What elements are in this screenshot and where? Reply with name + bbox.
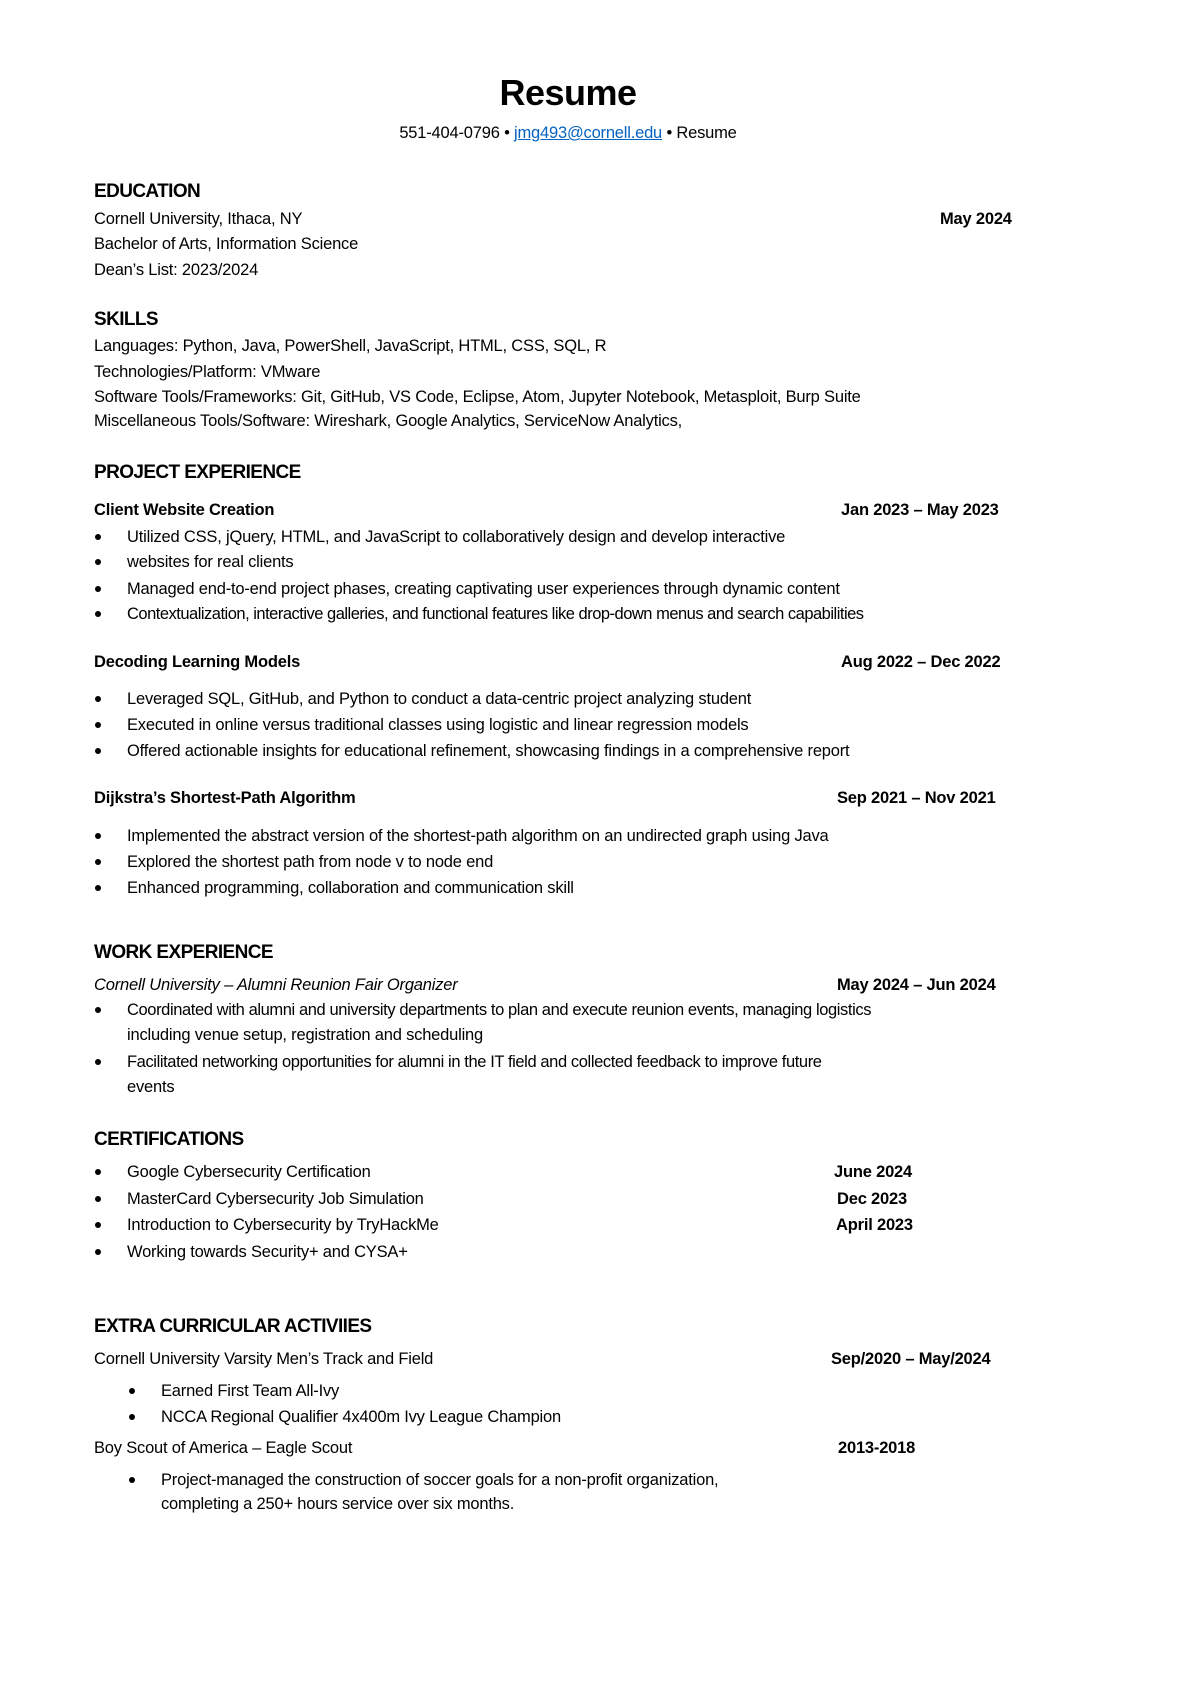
bullet-text: Coordinated with alumni and university departments to plan and execute reunion events, managing logistics <box>127 1001 872 1019</box>
bullet-text: Managed end-to-end project phases, creating captivating user experiences through dynamic content <box>127 580 840 598</box>
education-date: May 2024 <box>940 210 1012 228</box>
bullet-text: Enhanced programming, collaboration and communication skill <box>127 879 574 897</box>
bullet-icon <box>95 696 101 702</box>
education-heading: EDUCATION <box>94 181 201 202</box>
bullet-icon <box>129 1388 135 1394</box>
skills-line: Languages: Python, Java, PowerShell, JavaScript, HTML, CSS, SQL, R <box>94 337 607 355</box>
bullet-icon <box>95 1059 101 1065</box>
bullet-text: Executed in online versus traditional classes using logistic and linear regression models <box>127 716 749 734</box>
skills-line: Technologies/Platform: VMware <box>94 363 321 381</box>
honors: Dean’s List: 2023/2024 <box>94 261 259 279</box>
work-date: May 2024 – Jun 2024 <box>837 976 996 994</box>
cert-date: Dec 2023 <box>837 1190 907 1208</box>
project-date: Sep 2021 – Nov 2021 <box>837 789 996 807</box>
bullet-text: Explored the shortest path from node v to node end <box>127 853 494 871</box>
bullet-text: Earned First Team All-Ivy <box>161 1382 340 1400</box>
bullet-icon <box>129 1477 135 1483</box>
bullet-text-cont: completing a 250+ hours service over six months. <box>161 1495 515 1513</box>
project-date: Aug 2022 – Dec 2022 <box>841 653 1001 671</box>
cert-date: June 2024 <box>834 1163 913 1181</box>
bullet-icon <box>95 1169 101 1175</box>
page-title: Resume <box>499 72 637 113</box>
bullet-icon <box>95 586 101 592</box>
project-date: Jan 2023 – May 2023 <box>841 501 999 519</box>
bullet-icon <box>95 859 101 865</box>
bullet-icon <box>129 1414 135 1420</box>
extracurricular-heading: EXTRA CURRICULAR ACTIVIIES <box>94 1316 372 1337</box>
bullet-text: Implemented the abstract version of the shortest-path algorithm on an undirected graph using Java <box>127 827 829 845</box>
cert-date: April 2023 <box>836 1216 913 1234</box>
project-title: Client Website Creation <box>94 501 275 519</box>
skills-line: Software Tools/Frameworks: Git, GitHub, VS Code, Eclipse, Atom, Jupyter Notebook, Metasploit, Burp Suite <box>94 388 861 406</box>
bullet-text: Project-managed the construction of soccer goals for a non-profit organization, <box>161 1471 719 1489</box>
activity-org: Boy Scout of America – Eagle Scout <box>94 1439 353 1457</box>
skills-heading: SKILLS <box>94 309 158 330</box>
bullet-text: Leveraged SQL, GitHub, and Python to conduct a data-centric project analyzing student <box>127 690 752 708</box>
bullet-icon <box>95 1196 101 1202</box>
bullet-text: Contextualization, interactive galleries, and functional features like drop-down menus and search capabilities <box>127 605 864 623</box>
bullet-text: Utilized CSS, jQuery, HTML, and JavaScript to collaboratively design and develop interactive <box>127 528 786 546</box>
cert-name: Google Cybersecurity Certification <box>127 1163 371 1181</box>
project-title: Decoding Learning Models <box>94 653 301 671</box>
bullet-text: Facilitated networking opportunities for alumni in the IT field and collected feedback to improve future <box>127 1053 822 1071</box>
bullet-text: websites for real clients <box>127 553 294 571</box>
work-role: Cornell University – Alumni Reunion Fair Organizer <box>94 976 458 994</box>
bullet-text: NCCA Regional Qualifier 4x400m Ivy League Champion <box>161 1408 561 1426</box>
phone: 551-404-0796 <box>399 124 500 142</box>
activity-date: 2013-2018 <box>838 1439 916 1457</box>
certifications-heading: CERTIFICATIONS <box>94 1129 244 1150</box>
work-heading: WORK EXPERIENCE <box>94 942 273 963</box>
bullet-icon <box>95 722 101 728</box>
cert-name: MasterCard Cybersecurity Job Simulation <box>127 1190 424 1208</box>
bullet-icon <box>95 534 101 540</box>
bullet-icon <box>95 559 101 565</box>
cert-name: Introduction to Cybersecurity by TryHackMe <box>127 1216 439 1234</box>
email-link[interactable]: jmg493@cornell.edu <box>514 124 663 142</box>
skills-line: Miscellaneous Tools/Software: Wireshark, Google Analytics, ServiceNow Analytics, <box>94 412 683 430</box>
bullet-icon <box>95 611 101 617</box>
cert-name: Working towards Security+ and CYSA+ <box>127 1243 408 1261</box>
separator: • <box>504 124 510 142</box>
projects-heading: PROJECT EXPERIENCE <box>94 462 301 483</box>
bullet-icon <box>95 1007 101 1013</box>
bullet-icon <box>95 1222 101 1228</box>
bullet-icon <box>95 1249 101 1255</box>
bullet-text-cont: events <box>127 1078 175 1096</box>
bullet-text-cont: including venue setup, registration and scheduling <box>127 1026 483 1044</box>
bullet-icon <box>95 885 101 891</box>
resume-link[interactable]: Resume <box>676 124 737 142</box>
bullet-text: Offered actionable insights for educational refinement, showcasing findings in a comprehensive report <box>127 742 850 760</box>
school: Cornell University, Ithaca, NY <box>94 210 303 228</box>
degree: Bachelor of Arts, Information Science <box>94 235 359 253</box>
activity-org: Cornell University Varsity Men’s Track and Field <box>94 1350 434 1368</box>
bullet-icon <box>95 833 101 839</box>
separator: • <box>666 124 673 142</box>
project-title: Dijkstra’s Shortest-Path Algorithm <box>94 789 356 807</box>
bullet-icon <box>95 748 101 754</box>
contact-line <box>0 122 1136 144</box>
activity-date: Sep/2020 – May/2024 <box>831 1350 991 1368</box>
